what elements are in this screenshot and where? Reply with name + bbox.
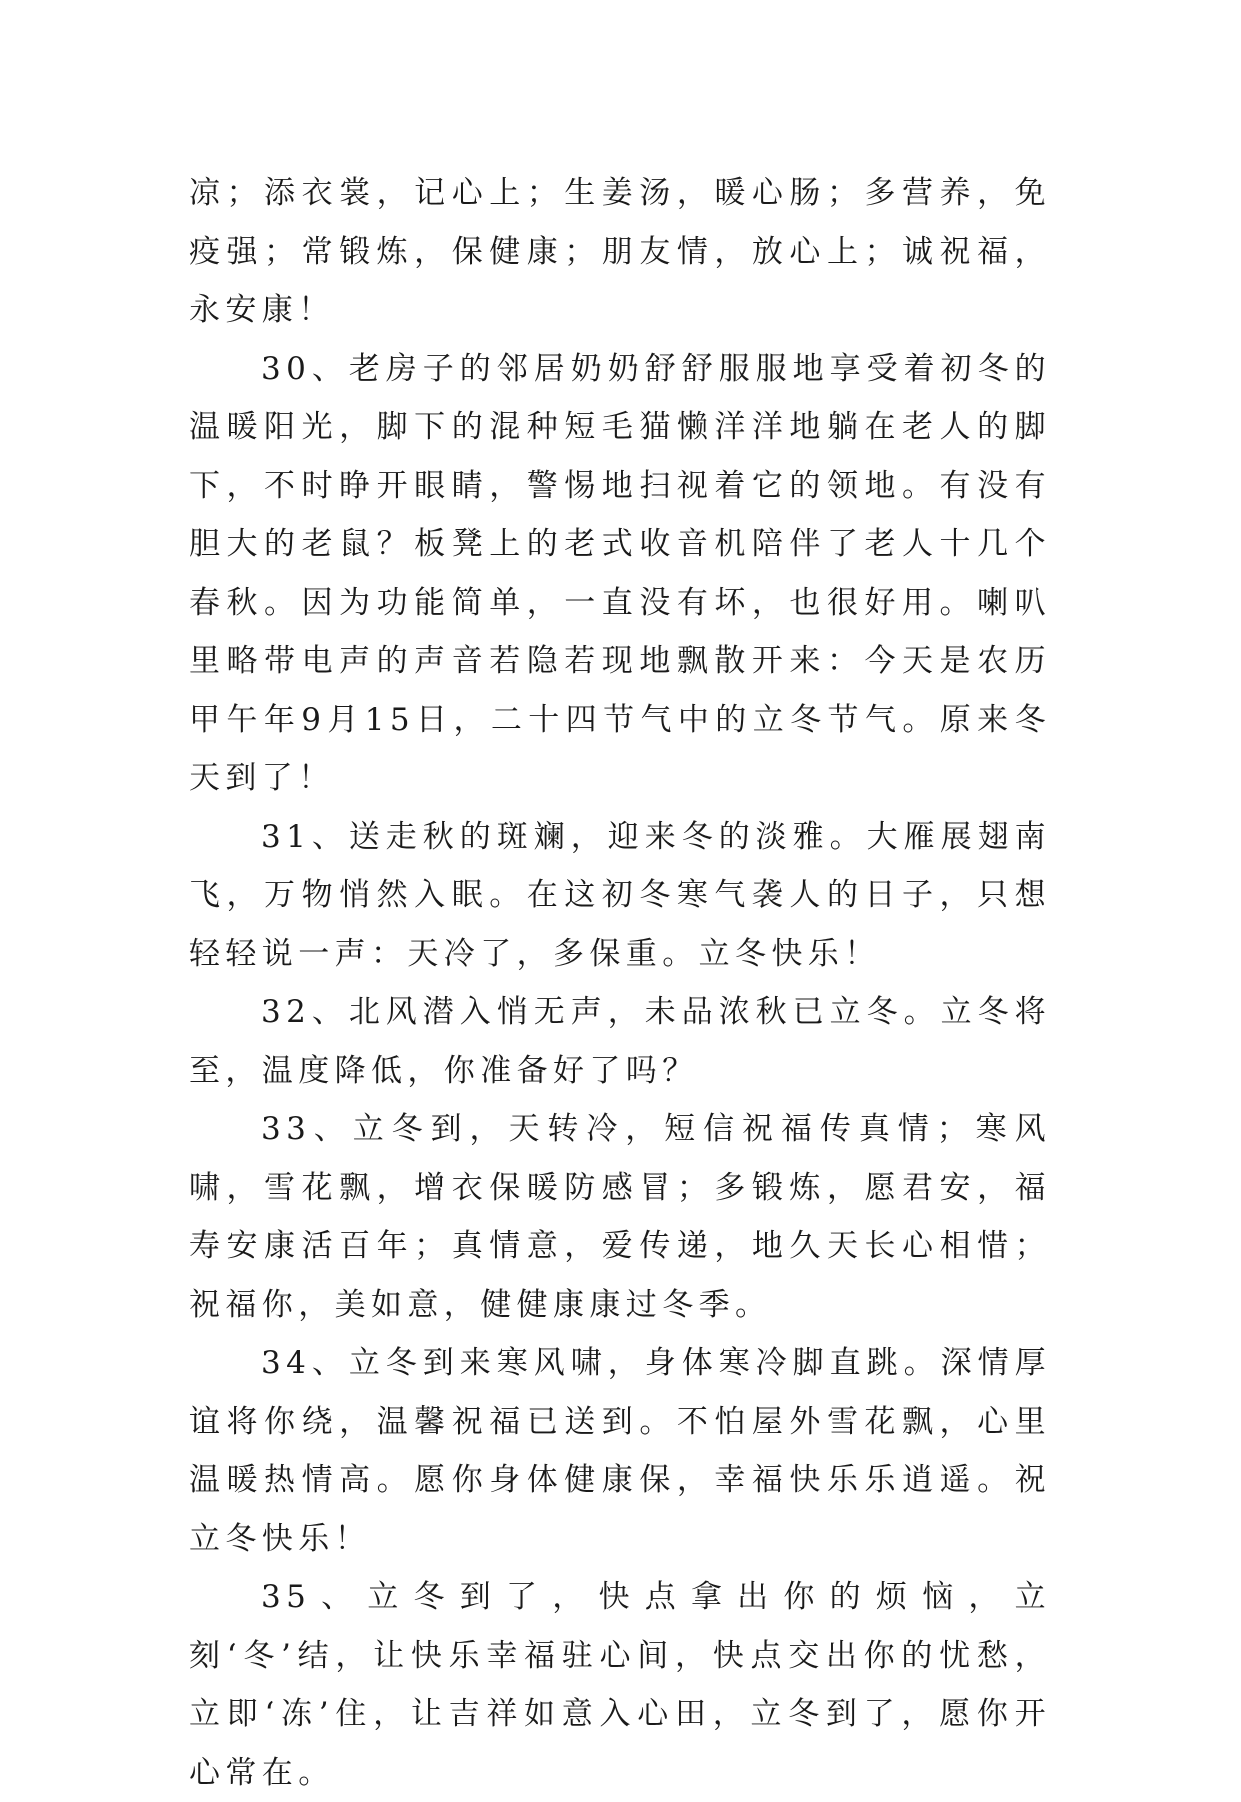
document-body (189, 164, 1051, 1802)
paragraph-30: 30、老房子的邻居奶奶舒舒服服地享受着初冬的温暖阳光，脚下的混种短毛猫懒洋洋地躺在老人的脚下，不时睁开眼睛，警惕地扫视着它的领地。有没有胆大的老鼠？板凳上的老式收音机陪伴了老人十几个春秋。因为功能简单，一直没有坏，也很好用。喇叭里略带电声的声音若隐若现地飘散开来：今天是农历甲午年9月15日，二十四节气中的立冬节气。原来冬天到了！ (189, 350, 1051, 796)
paragraph-33: 33、立冬到，天转冷，短信祝福传真情；寒风啸，雪花飘，增衣保暖防感冒；多锻炼，愿君安，福寿安康活百年；真情意，爱传递，地久天长心相惜；祝福你，美如意，健健康康过冬季。 (189, 1111, 1051, 1323)
paragraph-29-continuation: 凉；添衣裳，记心上；生姜汤，暖心肠；多营养，免疫强；常锻炼，保健康；朋友情，放心上；诚祝福，永安康！ (189, 175, 1051, 328)
paragraph-34: 34、立冬到来寒风啸，身体寒冷脚直跳。深情厚谊将你绕，温馨祝福已送到。不怕屋外雪花飘，心里温暖热情高。愿你身体健康保，幸福快乐乐逍遥。祝立冬快乐！ (189, 1345, 1051, 1557)
paragraph-35: 35、立冬到了，快点拿出你的烦恼，立刻‘冬’结，让快乐幸福驻心间，快点交出你的忧愁，立即‘冻’住，让吉祥如意入心田，立冬到了，愿你开心常在。 (189, 1579, 1051, 1791)
paragraph-31: 31、送走秋的斑斓，迎来冬的淡雅。大雁展翅南飞，万物悄然入眠。在这初冬寒气袭人的日子，只想轻轻说一声：天冷了，多保重。立冬快乐！ (189, 818, 1051, 972)
paragraph-32: 32、北风潜入悄无声，未品浓秋已立冬。立冬将至，温度降低，你准备好了吗？ (189, 994, 1051, 1089)
